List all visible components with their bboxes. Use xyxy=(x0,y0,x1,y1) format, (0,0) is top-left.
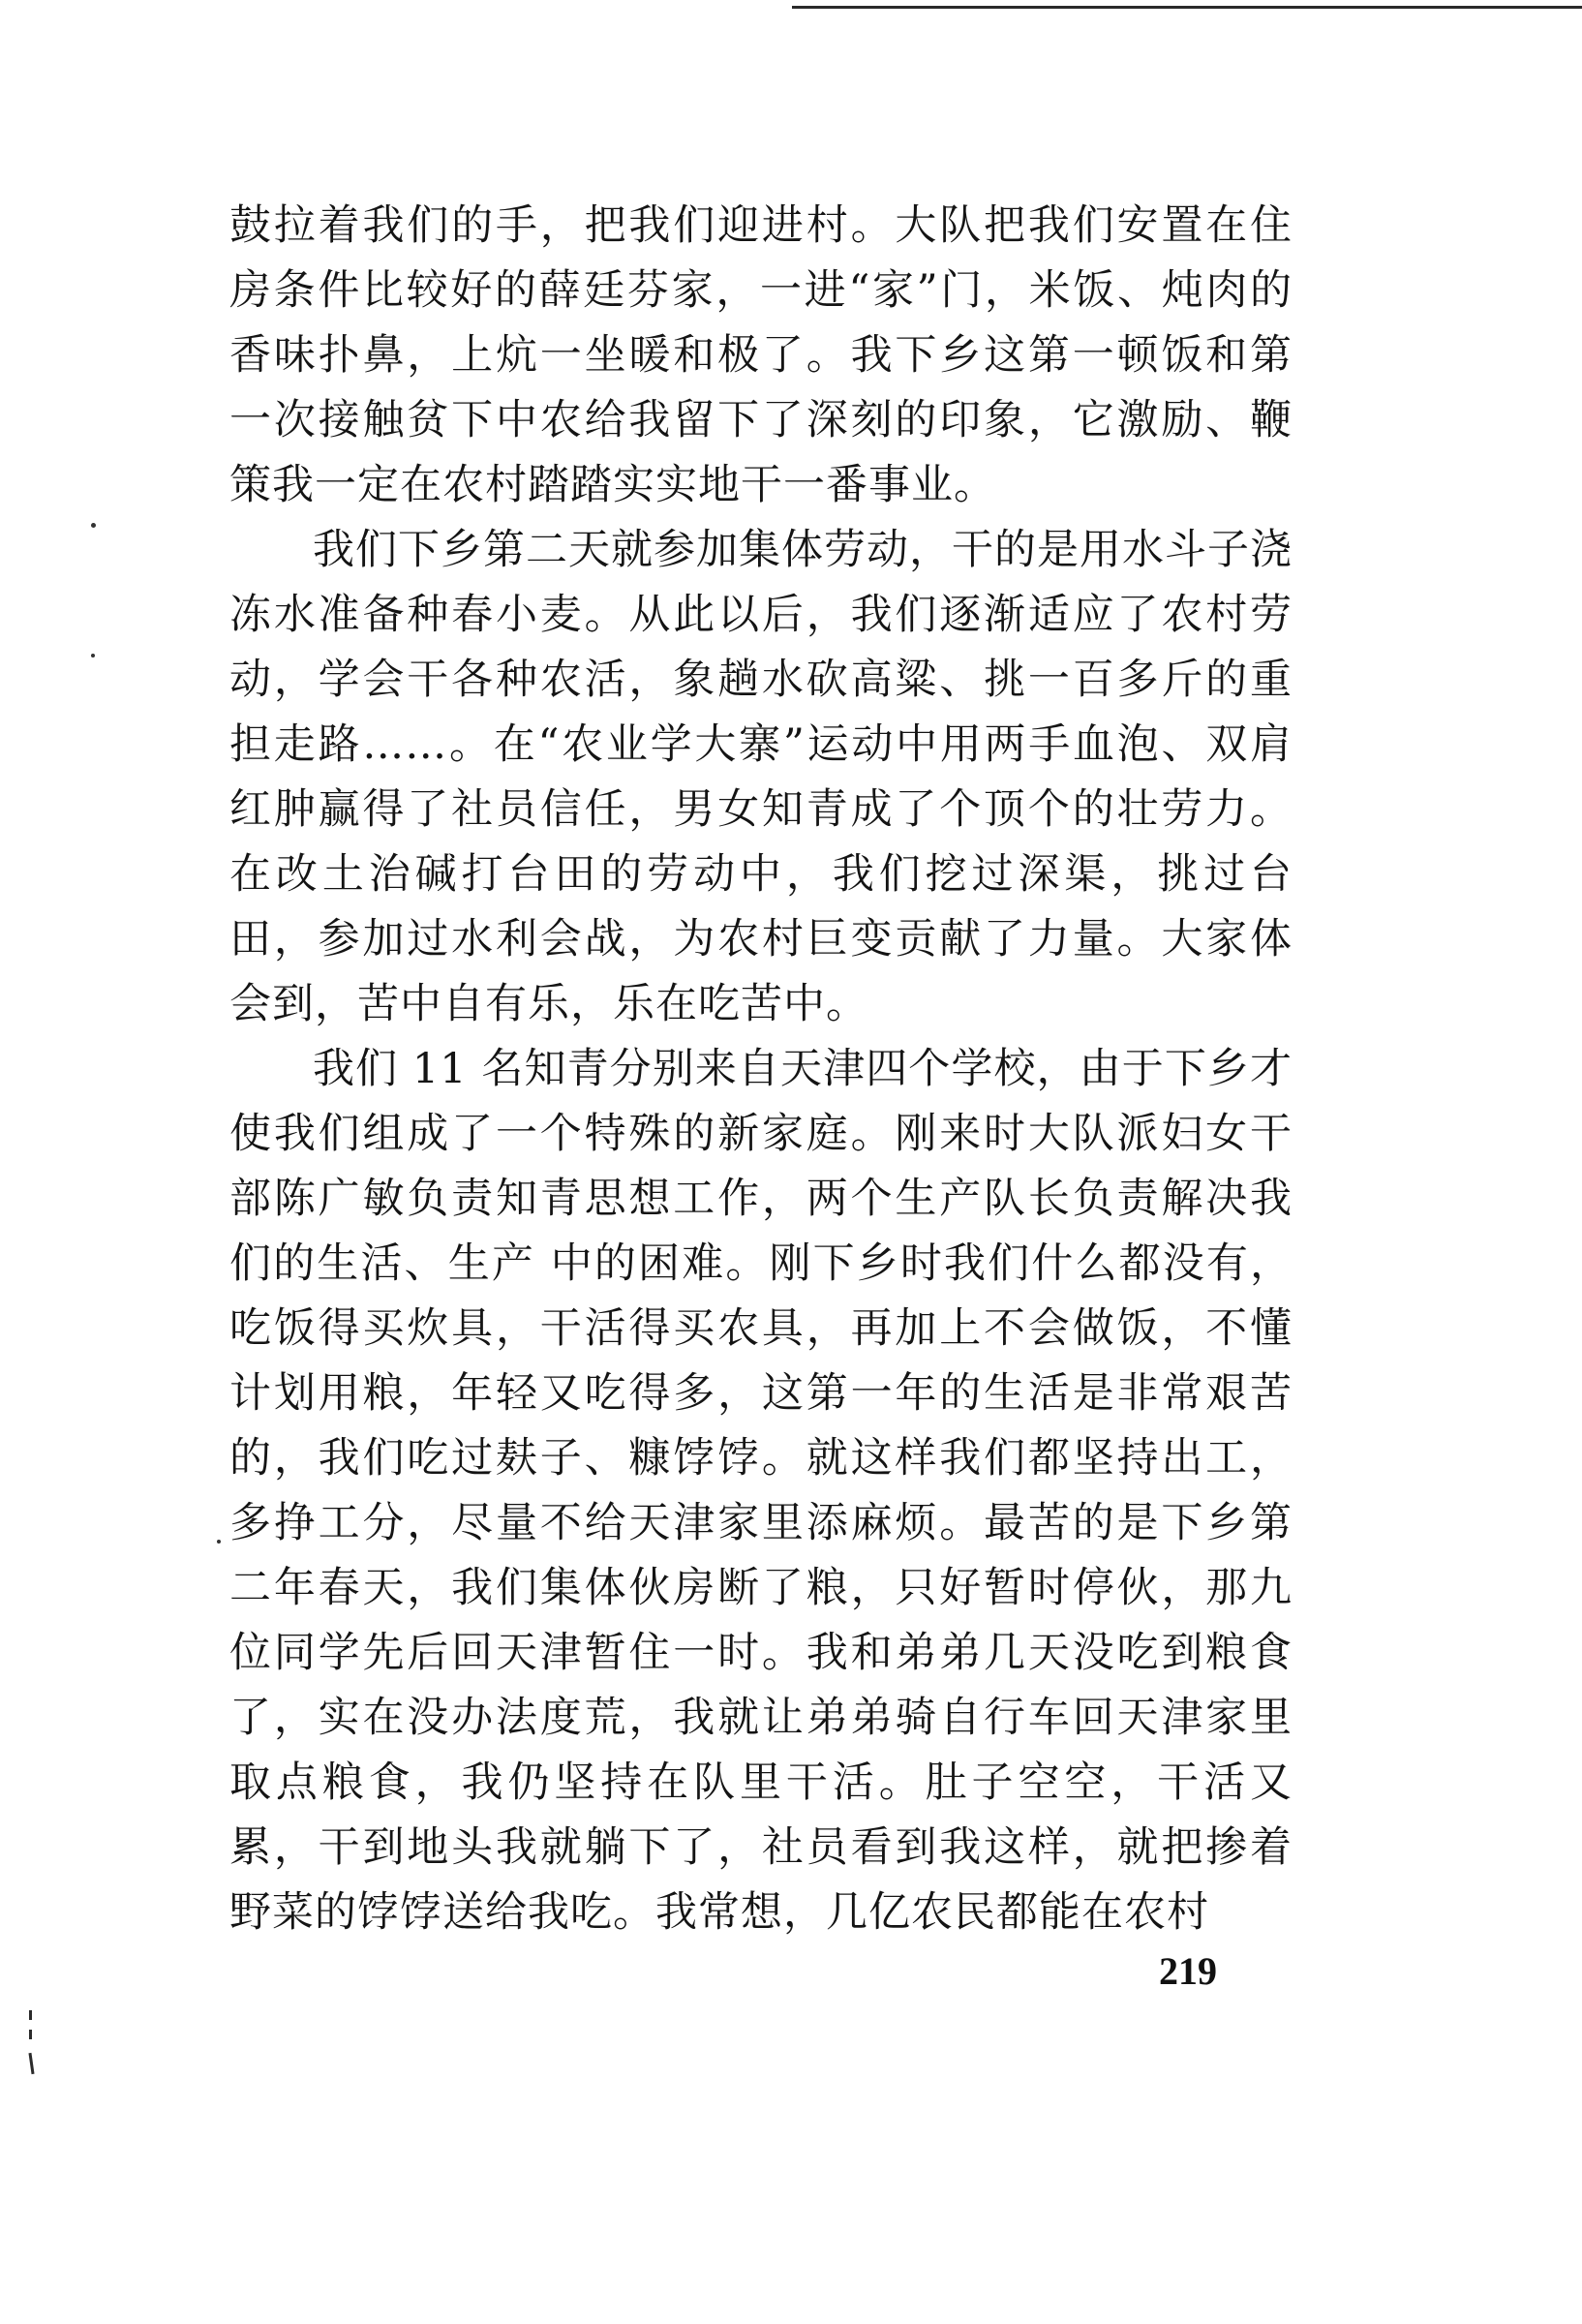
binding-mark xyxy=(28,2053,34,2074)
scan-speck xyxy=(91,654,95,657)
top-edge-rule xyxy=(792,6,1582,9)
binding-mark xyxy=(29,2010,32,2020)
scan-speck xyxy=(91,523,96,528)
scan-speck xyxy=(217,1540,221,1544)
body-text xyxy=(229,194,1293,1945)
paragraph-2: 我们下乡第二天就参加集体劳动，干的是用水斗子浇冻水准备种春小麦。从此以后，我们逐渐适应了农村劳动，学会干各种农活，象趟水砍高粱、挑一百多斤的重担走路……。在“农业学大寨”运动中用两手血泡、双肩红肿赢得了社员信任，男女知青成了个顶个的壮劳力。在改土治碱打台田的劳动中，我们挖过深渠，挑过台田，参加过水利会战，为农村巨变贡献了力量。大家体会到，苦中自有乐，乐在吃苦中。 xyxy=(229,526,1293,1028)
paragraph-3: 我们 11 名知青分别来自天津四个学校，由于下乡才使我们组成了一个特殊的新家庭。刚来时大队派妇女干部陈广敏负责知青思想工作，两个生产队长负责解决我们的生活、生产 中的困难。刚下乡时我们什么都没有，吃饭得买炊具，干活得买农具，再加上不会做饭，不懂计划用粮，年轻又吃得多，这第一年的生活是非常艰苦的，我们吃过麸子、糠饽饽。就这样我们都坚持出工，多挣工分，尽量不给天津家里添麻烦。最苦的是下乡第二年春天，我们集体伙房断了粮，只好暂时停伙，那九位同学先后回天津暂住一时。我和弟弟几天没吃到粮食了，实在没办法度荒，我就让弟弟骑自行车回天津家里取点粮食，我仍坚持在队里干活。肚子空空，干活又累，干到地头我就躺下了，社员看到我这样，就把掺着野菜的饽饽送给我吃。我常想，几亿农民都能在农村 xyxy=(229,1045,1293,1937)
paragraph-1: 鼓拉着我们的手，把我们迎进村。大队把我们安置在住房条件比较好的薛廷芬家，一进“家”门，米饭、炖肉的香味扑鼻，上炕一坐暖和极了。我下乡这第一顿饭和第一次接触贫下中农给我留下了深刻的印象，它激励、鞭策我一定在农村踏踏实实地干一番事业。 xyxy=(229,201,1293,509)
binding-mark xyxy=(29,2030,32,2039)
page-number: 219 xyxy=(1159,1949,1217,1993)
